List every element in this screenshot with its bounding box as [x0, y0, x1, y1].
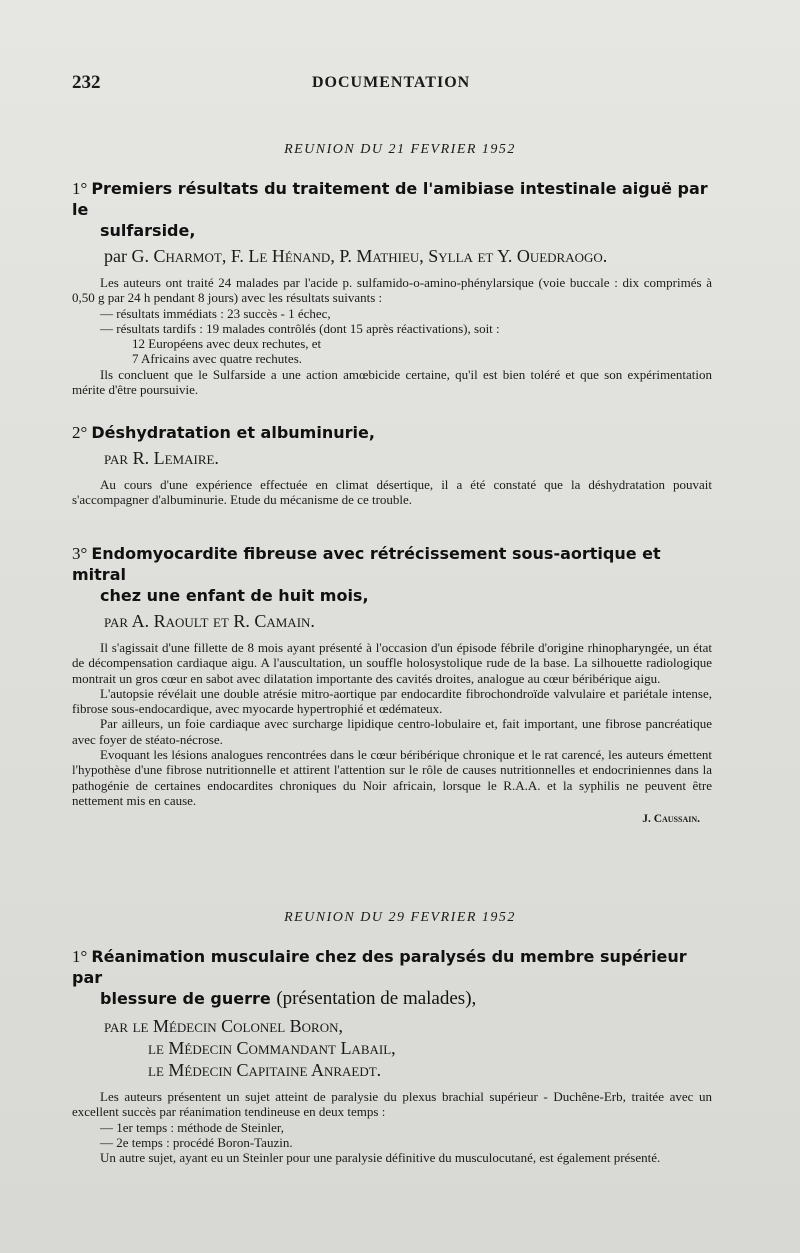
- article-number: 2°: [72, 423, 88, 442]
- article-body: [72, 477, 712, 508]
- list-item: — 2e temps : procédé Boron-Tauzin.: [100, 1134, 293, 1150]
- article-number: 1°: [72, 179, 88, 198]
- paragraph: Au cours d'une expérience effectuée en climat désertique, il a été constaté que la déshydratation pouvait s'accompagner d'albuminurie. Etude du mécanisme de ce trouble.: [72, 477, 712, 508]
- paragraph: Ils concluent que le Sulfarside a une action amœbicide certaine, qu'il est bien toléré et que son expérimentation mérite d'être poursuivie.: [72, 366, 712, 398]
- author-line: le Médecin Capitaine Anraedt.: [148, 1060, 382, 1080]
- paragraph: Par ailleurs, un foie cardiaque avec surcharge lipidique centro-lobulaire et, fait important, une fibrose pancréatique avec foyer de stéato-nécrose.: [72, 716, 712, 747]
- running-title: DOCUMENTATION: [312, 74, 471, 91]
- meeting-heading-2: REUNION DU 29 FEVRIER 1952: [284, 910, 516, 925]
- list-item: — résultats tardifs : 19 malades contrôlés (dont 15 après réactivations), soit :: [100, 320, 500, 336]
- title-line-1: Déshydratation et albuminurie,: [91, 423, 375, 442]
- title-line-1: Endomyocardite fibreuse avec rétrécissement sous-aortique et mitral: [72, 544, 661, 584]
- article-2: [72, 422, 712, 508]
- paragraph: L'autopsie révélait une double atrésie mitro-aortique par endocardite fibrochondroïde valvulaire et pariétale intense, fibrose sous-endocardique, avec myocarde hypertrophié et œdémateux.: [72, 685, 712, 717]
- article-authors: [72, 245, 712, 267]
- article-title: [72, 946, 712, 1009]
- title-line-2-plain: (présentation de malades),: [276, 988, 477, 1009]
- authors-names: par R. Lemaire.: [104, 448, 219, 468]
- paragraph: Les auteurs présentent un sujet atteint de paralysie du plexus brachial supérieur - Duchêne-Erb, traitée avec un excellent succès par réanimation tendineuse en deux temps :: [72, 1089, 712, 1120]
- signature: [72, 813, 712, 825]
- article-3: [72, 543, 712, 825]
- author-line: par le Médecin Colonel Boron,: [104, 1016, 343, 1036]
- article-body: [72, 640, 712, 808]
- title-line-2: sulfarside,: [100, 221, 196, 240]
- paragraph: Les auteurs ont traité 24 malades par l'acide p. sulfamido-o-amino-phénylarsique (voie buccale : dix comprimés à 0,50 g par 24 h pendant 8 jours) avec les résultats suivants :: [72, 275, 712, 306]
- list-item: — résultats immédiats : 23 succès - 1 échec,: [100, 305, 331, 321]
- article-authors: [72, 447, 712, 469]
- article-title: [72, 422, 712, 443]
- page-header: [72, 72, 740, 98]
- title-line-2: chez une enfant de huit mois,: [100, 586, 369, 605]
- article-title: [72, 543, 712, 606]
- title-line-2: [72, 988, 712, 1009]
- title-line-2-bold: blessure de guerre: [100, 989, 271, 1008]
- author-line: le Médecin Commandant Labail,: [148, 1038, 396, 1058]
- title-line-1: Réanimation musculaire chez des paralysés du membre supérieur par: [72, 947, 687, 987]
- sub-list-item: 12 Européens avec deux rechutes, et: [132, 336, 322, 352]
- article-body: [72, 1089, 712, 1165]
- article-authors: [72, 610, 712, 632]
- list-item: — 1er temps : méthode de Steinler,: [100, 1119, 284, 1135]
- paragraph: Un autre sujet, ayant eu un Steinler pour une paralysie définitive du musculocutané, est également présenté.: [100, 1150, 661, 1166]
- signature-text: J. Caussain.: [642, 813, 700, 826]
- article-1: [72, 178, 712, 397]
- title-line-1: Premiers résultats du traitement de l'amibiase intestinale aiguë par le: [72, 179, 708, 219]
- paragraph: Evoquant les lésions analogues rencontrées dans le cœur béribérique chronique et le rat carencé, les auteurs émettent l'hypothèse d'une fibrose nutritionnelle et attirent l'attention sur le rôle de causes nutritionnelles et endocriniennes dans la pathogénie de certaines endocardites chroniques du Noir africain, lorsque le R.A.A. et la syphilis ne peuvent être nettement mis en cause.: [72, 747, 712, 808]
- meeting-heading-1: REUNION DU 21 FEVRIER 1952: [284, 142, 516, 157]
- sub-list-item: 7 Africains avec quatre rechutes.: [132, 351, 303, 367]
- article-body: [72, 275, 712, 397]
- page-number: 232: [72, 72, 101, 93]
- article-4: [72, 946, 712, 1165]
- authors-prefix: par: [104, 246, 127, 266]
- paragraph: Il s'agissait d'une fillette de 8 mois ayant présenté à l'occasion d'un épisode fébrile d'origine rhinopharyngée, un état de décompensation cardiaque aigu. A l'auscultation, un souffle holosystolique rude de la base. La silhouette radiologique montrait un gros cœur en sabot avec dilatation importante des cavités droites, analogue au cœur béribérique aigu.: [72, 640, 712, 686]
- article-title: [72, 178, 712, 241]
- article-number: 3°: [72, 544, 88, 563]
- article-authors: [72, 1015, 712, 1081]
- authors-names: par A. Raoult et R. Camain.: [104, 611, 315, 631]
- authors-names: G. Charmot, F. Le Hénand, P. Mathieu, Sylla et Y. Ouedraogo.: [131, 246, 608, 266]
- article-number: 1°: [72, 947, 88, 966]
